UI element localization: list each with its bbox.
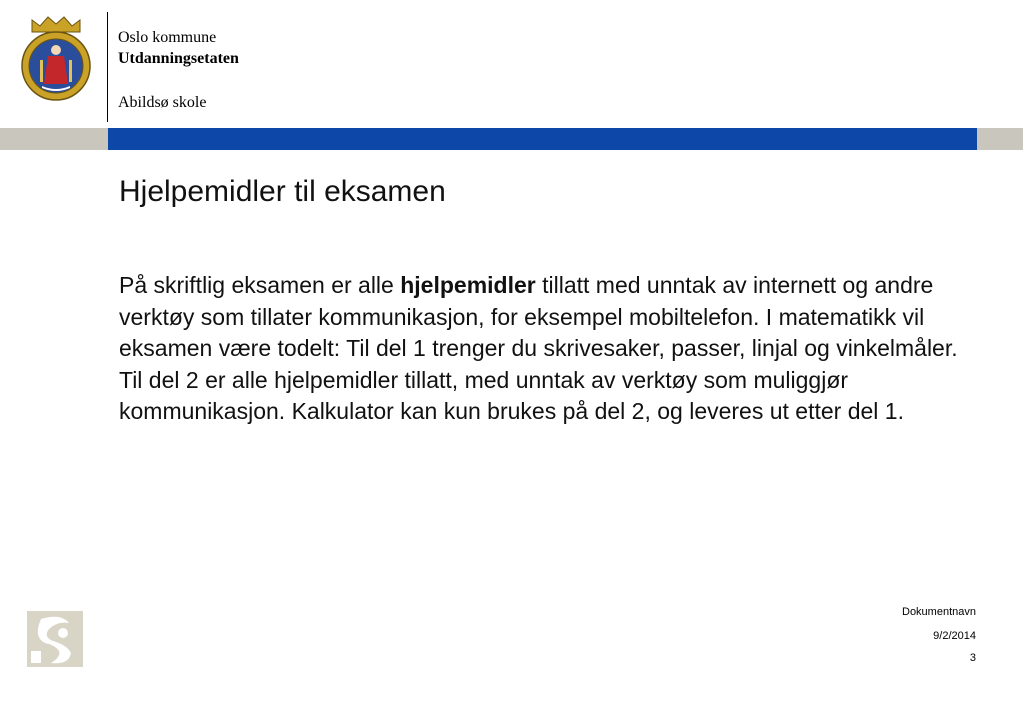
footer-document-name: Dokumentnavn [902,606,976,618]
header-band-right [977,128,1023,150]
header-band-blue [108,128,977,150]
oslo-logo-icon [27,611,83,667]
org-name: Oslo kommune [118,29,217,46]
footer-page-number: 3 [969,652,976,664]
body-text-bold: hjelpemidler [400,272,536,298]
org-unit: Utdanningsetaten [118,50,239,67]
school-name: Abildsø skole [118,94,207,111]
footer-date: 9/2/2014 [933,630,976,642]
slide-title: Hjelpemidler til eksamen [119,175,446,208]
header-divider [107,12,108,122]
oslo-crest-icon [18,14,94,102]
body-text-part2: tillatt med unntak av internett og andre verktøy som tillater kommunikasjon, for eksempel mobiltelefon. I matematikk vil eksamen være todelt: Til del 1 trenger du skrivesaker, passer, linjal og vinkelmåler. Til del 2 er alle hjelpemidler tillatt, med unntak av verktøy som muliggjør kommunikasjon. Kalkulator kan kun brukes på del 2, og leveres ut etter del 1. [119,272,958,424]
body-text-part1: På skriftlig eksamen er alle [119,272,401,298]
header-band-left [0,128,108,150]
slide-body [119,270,979,428]
